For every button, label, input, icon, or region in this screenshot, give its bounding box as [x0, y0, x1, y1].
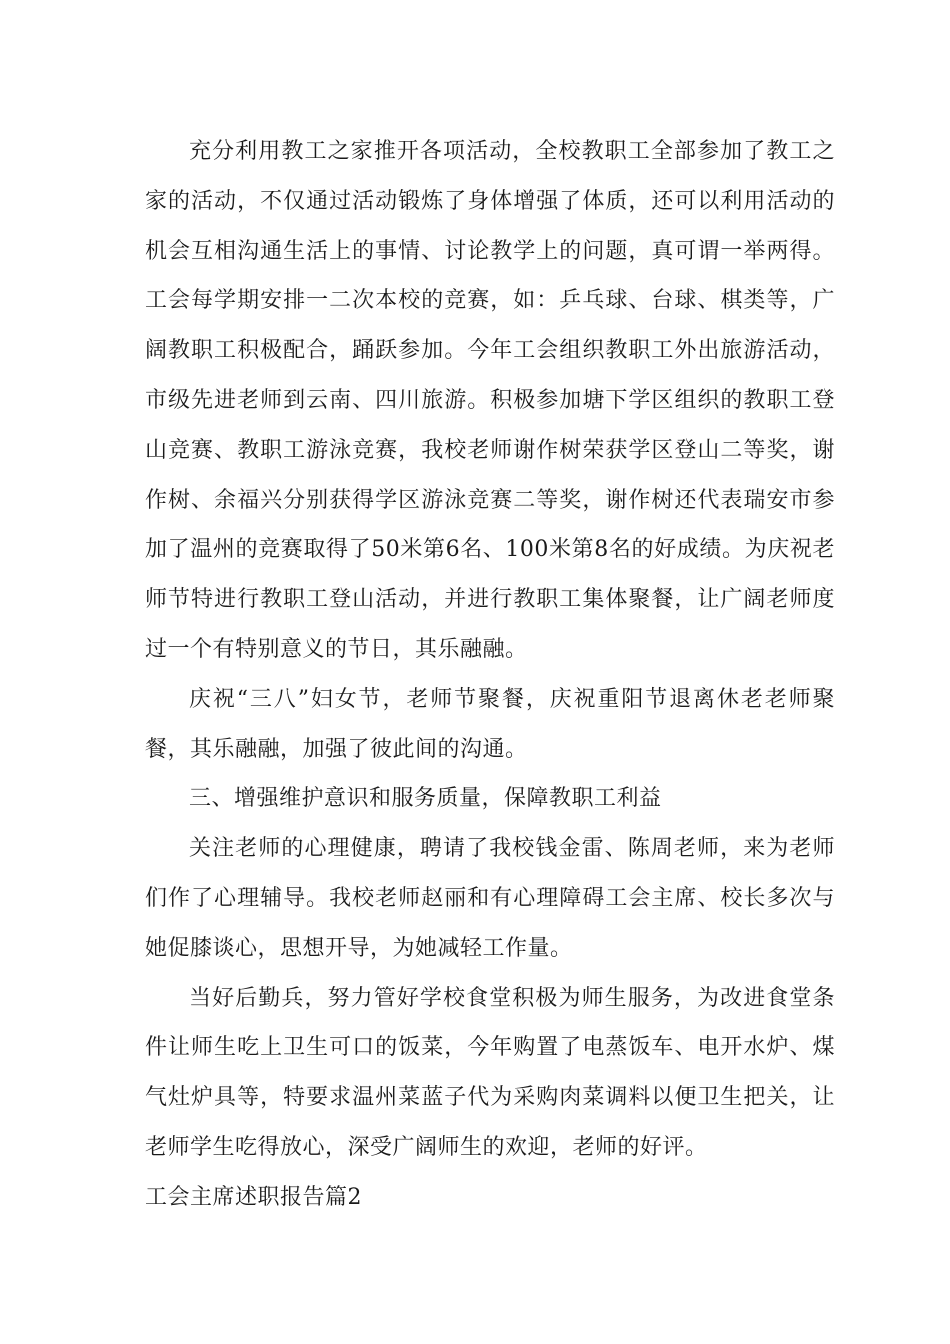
- paragraph-activities: 充分利用教工之家推开各项活动，全校教职工全部参加了教工之家的活动，不仅通过活动锻炼了身体增强了体质，还可以利用活动的机会互相沟通生活上的事情、讨论教学上的问题，真可谓一举两得。工会每学期安排一二次本校的竞赛，如：乒乓球、台球、棋类等，广阔教职工积极配合，踊跃参加。今年工会组织教职工外出旅游活动，市级先进老师到云南、四川旅游。积极参加塘下学区组织的教职工登山竞赛、教职工游泳竞赛，我校老师谢作树荣获学区登山二等奖，谢作树、余福兴分别获得学区游泳竞赛二等奖，谢作树还代表瑞安市参加了温州的竞赛取得了50米第6名、100米第8名的好成绩。为庆祝老师节特进行教职工登山活动，并进行教职工集体聚餐，让广阔老师度过一个有特别意义的节日，其乐融融。: [145, 139, 835, 662]
- paragraph-logistics: 当好后勤兵，努力管好学校食堂积极为师生服务，为改进食堂条件让师生吃上卫生可口的饭菜，今年购置了电蒸饭车、电开水炉、煤气灶炉具等，特要求温州菜蓝子代为采购肉菜调料以便卫生把关，让老师学生吃得放心，深受广阔师生的欢迎，老师的好评。: [145, 985, 835, 1160]
- paragraph-mental-health: 关注老师的心理健康，聘请了我校钱金雷、陈周老师，来为老师们作了心理辅导。我校老师赵丽和有心理障碍工会主席、校长多次与她促膝谈心，思想开导，为她减轻工作量。: [145, 836, 835, 961]
- section-heading-3: 三、增强维护意识和服务质量，保障教职工利益: [189, 786, 662, 812]
- section-title: 工会主席述职报告篇2: [145, 1184, 362, 1210]
- document-body: [145, 127, 835, 1223]
- paragraph-holidays: 庆祝“三八”妇女节，老师节聚餐，庆祝重阳节退离休老老师聚餐，其乐融融，加强了彼此间的沟通。: [145, 686, 835, 762]
